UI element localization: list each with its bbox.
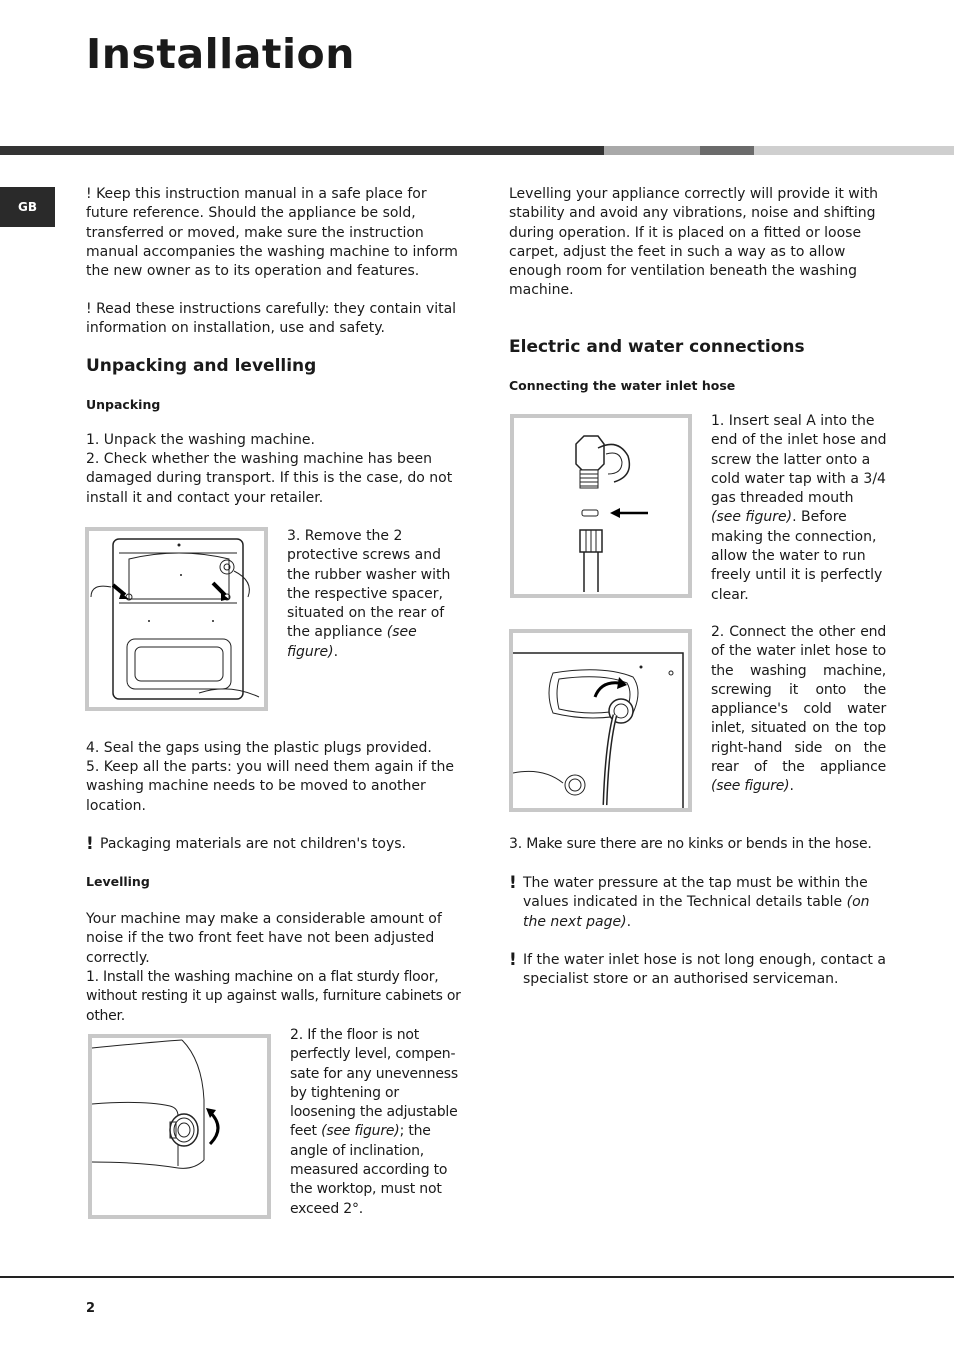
tap-hose-illustration xyxy=(514,418,688,594)
machine-inlet-illustration xyxy=(513,633,688,808)
unpack-step-3 xyxy=(287,527,463,662)
adjustable-foot-illustration xyxy=(92,1038,267,1215)
warning-pressure-text xyxy=(523,874,889,932)
warning-packaging-text: Packaging materials are not children's toys. xyxy=(100,836,407,852)
step3-text: 3. Remove the 2 protective screws and the rubber washer with the respective spacer, situated on the rear of the appliance xyxy=(287,528,451,641)
warning-hose-text: If the water inlet hose is not long enough, contact a specialist store or an authorised serviceman. xyxy=(523,952,886,988)
unpacking-heading: Unpacking and levelling xyxy=(86,356,317,376)
hose2-figure-ref: (see figure) xyxy=(711,778,790,795)
header-bar-light xyxy=(754,146,954,155)
level2-figure-ref: (see figure) xyxy=(321,1123,400,1140)
hose1-end: . Before making the connection, allow the water to run freely until it is perfectly clear. xyxy=(711,509,883,603)
warning-pressure-body: The water pressure at the tap must be within the values indicated in the Technical details table xyxy=(523,875,868,911)
unpack-step-2: 2. Check whether the washing machine has been damaged during transport. If this is the case, do not install it and contact your retailer. xyxy=(86,451,453,506)
levelling-step-1: 1. Install the washing machine on a flat sturdy floor, without resting it up against walls, furniture cabinets or other. xyxy=(86,969,461,1024)
tap-hose-figure xyxy=(510,414,692,598)
warning-pressure-end: . xyxy=(626,913,632,930)
step3-figure-ref: (see figure) xyxy=(287,624,417,660)
warning-packaging xyxy=(86,835,466,854)
electric-water-heading: Electric and water connections xyxy=(509,337,805,357)
level2-end: ; the angle of inclination, measured according to the worktop, must not exceed 2°. xyxy=(290,1123,448,1217)
hose-step-3: 3. Make sure there are no kinks or bends in the hose. xyxy=(509,836,872,852)
hose1-figure-ref: (see figure) xyxy=(711,509,793,526)
rear-screws-figure xyxy=(85,527,268,711)
header-bar-mid xyxy=(604,146,700,155)
machine-inlet-figure xyxy=(509,629,692,812)
levelling-subheading: Levelling xyxy=(86,874,150,889)
unpacking-subheading: Unpacking xyxy=(86,397,161,412)
levelling-paragraph-right: Levelling your appliance correctly will provide it with stability and avoid any vibrations, noise and shifting during operation. If it is placed on a fitted or loose carpet, adjust the feet in such a way as to allow enough room for ventilation beneath the washing machine. xyxy=(509,186,878,299)
hose1-text: 1. Insert seal A into the end of the inlet hose and screw the latter onto a cold water tap with a 3/4 gas threaded mouth xyxy=(711,413,887,507)
warning-icon: ! xyxy=(86,834,94,854)
adjustable-foot-figure xyxy=(88,1034,271,1219)
hose-step-2 xyxy=(711,623,886,797)
unpack-step-5: 5. Keep all the parts: you will need them again if the washing machine needs to be moved to another location. xyxy=(86,759,455,814)
hose2-text: 2. Connect the other end of the water inlet hose to the washing machine, screwing it onto the appliance's cold water inlet, situated on the top right-hand side on the rear of the appliance xyxy=(711,624,886,776)
levelling-paragraph: Your machine may make a considerable amount of noise if the two front feet have not been adjusted correctly. xyxy=(86,911,442,966)
warning-icon: ! xyxy=(509,950,517,970)
intro-paragraph-1: ! Keep this instruction manual in a safe place for future reference. Should the appliance be sold, transferred or moved, make sure the instruction manual accompanies the washing machine to inform the new owner as to its operation and features. xyxy=(86,186,458,280)
hose-step-1 xyxy=(711,412,887,605)
hose2-end: . xyxy=(789,778,794,795)
header-bar-dark2 xyxy=(700,146,754,155)
header-bar-dark xyxy=(0,146,604,155)
step3-end: . xyxy=(333,643,339,660)
inlet-hose-subheading: Connecting the water inlet hose xyxy=(509,378,736,393)
warning-hose-length xyxy=(509,951,889,990)
page-number: 2 xyxy=(86,1301,96,1316)
language-tab: GB xyxy=(0,187,55,227)
intro-paragraph-2: ! Read these instructions carefully: they contain vital information on installation, use and safety. xyxy=(86,301,457,337)
level2-text: 2. If the floor is not perfectly level, compen-sate for any unevenness by tightening or loosening the adjustable feet xyxy=(290,1027,458,1140)
rear-screws-illustration xyxy=(89,531,264,707)
warning-pressure-ref: (on the next page) xyxy=(523,894,870,930)
unpack-step-1: 1. Unpack the washing machine. xyxy=(86,432,315,448)
page-title: Installation xyxy=(86,30,355,78)
warning-pressure xyxy=(509,874,889,932)
footer-rule xyxy=(0,1276,954,1278)
levelling-step-2 xyxy=(290,1026,466,1219)
unpack-step-4: 4. Seal the gaps using the plastic plugs provided. xyxy=(86,740,432,756)
warning-icon: ! xyxy=(509,873,517,893)
